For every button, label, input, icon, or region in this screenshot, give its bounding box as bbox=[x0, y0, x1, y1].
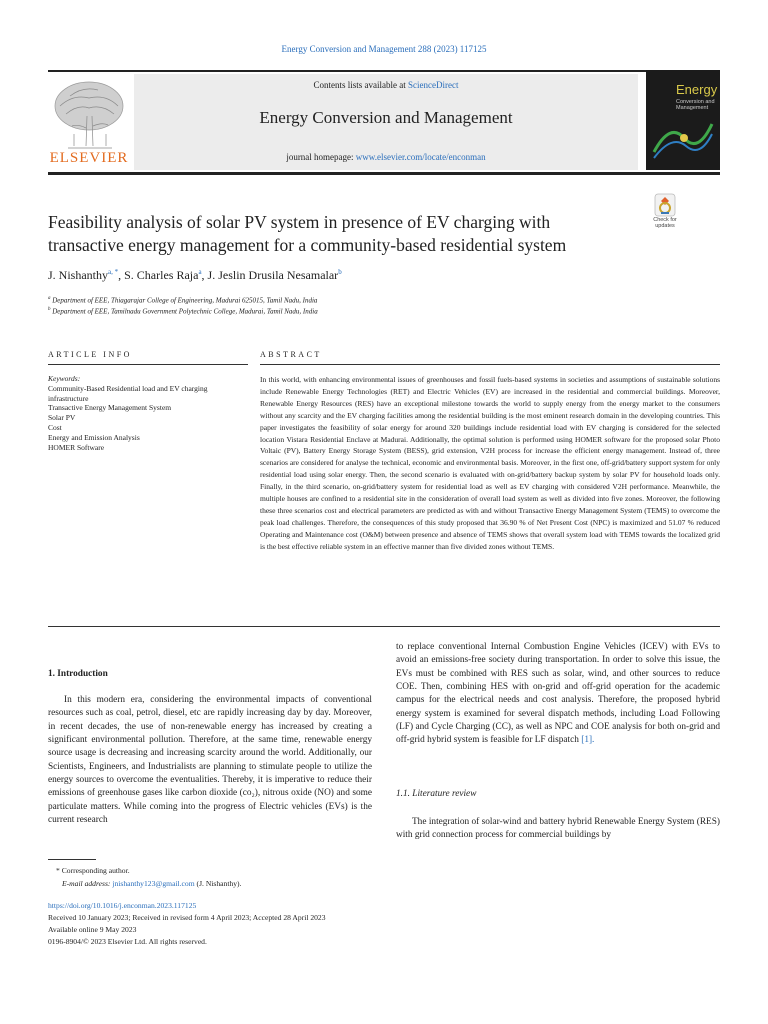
keyword: HOMER Software bbox=[48, 442, 105, 452]
footnote-star: * bbox=[56, 866, 60, 875]
article-title: Feasibility analysis of solar PV system in presence of EV charging with transactive energy management for a community-based residential system bbox=[48, 212, 567, 255]
cover-artwork bbox=[650, 112, 716, 164]
keywords-block bbox=[48, 374, 248, 452]
check-for-updates-icon bbox=[648, 193, 682, 217]
check-for-updates-label: Check for updates bbox=[653, 217, 677, 229]
publisher-name: ELSEVIER bbox=[49, 150, 129, 166]
doi-link[interactable]: https://doi.org/10.1016/j.enconman.2023.117125 bbox=[48, 901, 197, 910]
reference-link[interactable]: [1]. bbox=[581, 735, 595, 746]
author-name[interactable]: J. Jeslin Drusila Nesamalar bbox=[207, 268, 339, 282]
received-dates: Received 10 January 2023; Received in revised form 4 April 2023; Accepted 28 April 2023 bbox=[48, 913, 326, 922]
keyword: Solar PV bbox=[48, 413, 76, 423]
affiliation bbox=[48, 296, 648, 304]
contents-prefix: Contents lists available at bbox=[313, 80, 408, 90]
right-column-text: to replace conventional Internal Combustion Engine Vehicles (ICEV) with EVs to avoid an emissions-free society during transportation. In order to solve this issue, the EVs must be combined with RES such as solar, wind, and other sources to reduce COE. Then, combining HES with on-grid and off-grid operation for the academic campus for the electrical needs and cost analysis. Therefore, the proposed hybrid energy system is examined for several dispatch methods, including Load Following (LF) and Cycle Charging (CC), as well as NPC and COE analysis for both on-grid and off-grid hybrid system is feasible for LF dispatch bbox=[396, 642, 720, 746]
author-name[interactable]: J. Nishanthy bbox=[48, 268, 108, 282]
footnote-rule bbox=[48, 859, 96, 860]
cover-subtitle: Conversion and Management bbox=[676, 99, 715, 111]
right-column-paragraph bbox=[396, 641, 720, 748]
journal-title: Energy Conversion and Management bbox=[259, 108, 513, 127]
corresponding-label: Corresponding author. bbox=[61, 866, 130, 875]
check-for-updates-badge[interactable] bbox=[648, 193, 682, 231]
keyword: Energy and Emission Analysis bbox=[48, 432, 140, 442]
keywords-label: Keywords: bbox=[48, 374, 81, 383]
abstract-label: ABSTRACT bbox=[260, 350, 322, 359]
contents-line bbox=[134, 80, 638, 90]
affiliation-text: Department of EEE, Tamilnadu Government Polytechnic College, Madurai, Tamil Nadu, India bbox=[52, 307, 318, 316]
journal-reference[interactable]: Energy Conversion and Management 288 (2023) 117125 bbox=[281, 44, 487, 54]
abstract-rule bbox=[260, 364, 720, 365]
intro-paragraph: In this modern era, considering the environmental impacts of conventional resources such as coal, petrol, diesel, etc are rapidly increasing day by day. Moreover, in recent decades, the use of non-renewable energy has increased by creating a significant environmental pollution. Therefore, at the same time, renewable energy source usage is decreasing and increasing scarcity around the world. Additionally, our Scientists, Engineers, and Industrialists are planning to stimulate people to utilize the energy sources to overcome the eventualities. Thereby, it is imperative to reduce their emissions of greenhouse gases like carbon dioxide (co₂), nitrous oxide (NO) and some particulate matters. While coming into the progress of Electric vehicles (EVs) is the current research bbox=[48, 695, 372, 826]
homepage-prefix: journal homepage: bbox=[286, 152, 356, 162]
header-top-rule bbox=[48, 70, 720, 72]
affiliation-mark: b bbox=[48, 307, 51, 312]
author-name[interactable]: S. Charles Raja bbox=[124, 268, 199, 282]
header-bottom-rule bbox=[48, 172, 720, 175]
author-marks[interactable]: a bbox=[198, 268, 202, 276]
author-list: J. Nishanthy$^{a, *}$, S. Charles Raja$^a$, J. Jeslin Drusila Nesamalar$^b$ bbox=[48, 268, 342, 282]
affiliation-text: Department of EEE, Thiagarajar College of Engineering, Madurai 625015, Tamil Nadu, India bbox=[52, 296, 318, 305]
keyword: Transactive Energy Management System bbox=[48, 403, 172, 413]
keyword: Cost bbox=[48, 422, 62, 432]
keyword: Community-Based Residential load and EV charging infrastructure bbox=[48, 383, 208, 403]
literature-review-heading: 1.1. Literature review bbox=[396, 789, 477, 799]
affiliation bbox=[48, 307, 648, 315]
corresponding-author-note bbox=[56, 865, 130, 876]
email-owner: (J. Nishanthy). bbox=[194, 879, 242, 888]
homepage-link[interactable]: www.elsevier.com/locate/enconman bbox=[355, 152, 486, 162]
sciencedirect-link[interactable]: ScienceDirect bbox=[408, 80, 459, 90]
article-info-label: ARTICLE INFO bbox=[48, 350, 132, 359]
article-info-rule bbox=[48, 364, 248, 365]
affiliation-mark: a bbox=[48, 296, 51, 301]
author-marks[interactable]: b bbox=[338, 268, 342, 276]
email-label: E-mail address: bbox=[62, 879, 113, 888]
abstract-text: In this world, with enhancing environmental issues of greenhouses and fossil fuels-based systems in societies and assumptions of sustainable solutions include Renewable Energy Technologies (RET) and Electric Vehicles (EV) are increased in the residential and commercial buildings. Moreover, Renewable Energy Resources (RES) have an exceptional milestone towards the world to supply energy from the energy market to the consumers without any scarcity and the EV charging facilities among the residential building is the most eminent research domain in the developing countries. This paper investigates the feasibility of solar energy for around 320 buildings include residential load with EV charging is considered for the selected location Vistara Residential Enclave at Madurai. Additionally, the optimal solution is performed using HOMER software for the proposed solar Photo Voltaic (PV), Battery Energy Storage System (BESS), grid extension, V2H process for increase the efficient energy management. Instead of, three scenarios are considered for analyse the technical, economic and environmental basis. Moreover, in the first one, off-grid/battery support system for only residential load using solar energy. Then, the second scenario is evaluated with on-grid/battery backup system by solar PV for household loads only. Finally, in the third scenario, on-grid/battery system for residential load as well as EV charging with considered V2H performance. Meanwhile, the multiple houses are confined to a residential site in the consideration of overall load system as well as divided into five zones. Moreover, the following these three scenarios cost and electrical parameters are predicted as with and without Transactive Energy Management System (TEMS) to overcome the peak load challenges. Therefore, the consequences of this study proposed that 36.90 % of Net Present Cost (NPC) is maximized and 51.07 % reduced Operating and Maintenance cost (O&M) between presence and absence of TEMS shows that overall system load with TEMS towards the localized grid is the best effective reliable system in an effective manner than five divided zones without TEMS. bbox=[260, 375, 720, 551]
available-online: Available online 9 May 2023 bbox=[48, 925, 137, 934]
intro-heading: 1. Introduction bbox=[48, 669, 108, 679]
abstract-end-rule bbox=[48, 626, 720, 627]
copyright: 0196-8904/© 2023 Elsevier Ltd. All rights reserved. bbox=[48, 937, 207, 946]
email-note bbox=[62, 878, 241, 889]
journal-homepage bbox=[134, 152, 638, 162]
cover-title: Energy bbox=[676, 82, 718, 97]
email-link[interactable]: jnishanthy123@gmail.com bbox=[112, 879, 195, 888]
author-marks[interactable]: a, * bbox=[108, 268, 119, 276]
literature-review-paragraph: The integration of solar-wind and battery hybrid Renewable Energy System (RES) with grid connection process for commercial buildings by bbox=[396, 817, 720, 841]
